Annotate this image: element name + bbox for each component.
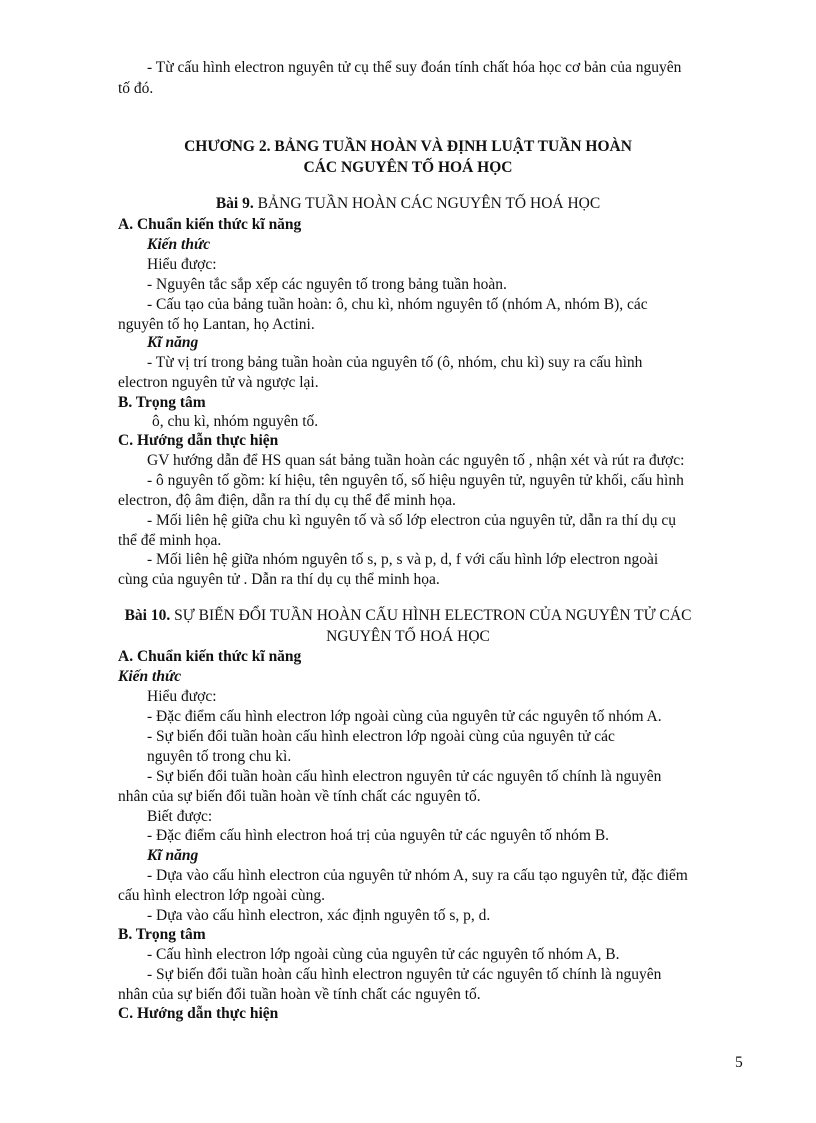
lesson10-knowledge-heading: Kiến thức xyxy=(118,668,182,685)
lesson10-skill-2: - Dựa vào cấu hình electron, xác định nguyên tố s, p, d. xyxy=(147,907,491,924)
lesson10-skill-1b: cấu hình electron lớp ngoài cùng. xyxy=(118,887,326,904)
lesson10-section-b: B. Trọng tâm xyxy=(118,926,206,943)
lesson9-guide-2b: electron, độ âm điện, dẫn ra thí dụ cụ thể để minh họa. xyxy=(118,492,456,509)
intro-line-2: tố đó. xyxy=(118,80,154,97)
lesson9-title-text: BẢNG TUẦN HOÀN CÁC NGUYÊN TỐ HOÁ HỌC xyxy=(253,195,601,212)
lesson10-knowledge-1: - Đặc điểm cấu hình electron lớp ngoài cùng của nguyên tử các nguyên tố nhóm A. xyxy=(147,708,662,725)
lesson10-knowledge-3b: nhân của sự biến đổi tuần hoàn về tính chất các nguyên tố. xyxy=(118,788,481,805)
lesson9-knowledge-heading: Kiến thức xyxy=(147,236,211,253)
lesson9-guide-3a: - Mối liên hệ giữa chu kì nguyên tố và số lớp electron của nguyên tử, dẫn ra thí dụ cụ xyxy=(147,512,677,529)
chapter-title-line-1: CHƯƠNG 2. BẢNG TUẦN HOÀN VÀ ĐỊNH LUẬT TUẦN HOÀN xyxy=(184,138,632,155)
lesson9-guide-3b: thể để minh họa. xyxy=(118,532,222,549)
lesson9-number: Bài 9. xyxy=(215,195,254,212)
lesson10-title-text: SỰ BIẾN ĐỔI TUẦN HOÀN CẤU HÌNH ELECTRON CỦA NGUYÊN TỬ CÁC xyxy=(170,607,692,624)
lesson9-knowledge-2a: - Cấu tạo của bảng tuần hoàn: ô, chu kì, nhóm nguyên tố (nhóm A, nhóm B), các xyxy=(147,296,648,313)
lesson9-understand-label: Hiểu được: xyxy=(147,256,217,273)
lesson10-focus-2b: nhân của sự biến đổi tuần hoàn về tính chất các nguyên tố. xyxy=(118,986,481,1003)
lesson10-focus-2a: - Sự biến đổi tuần hoàn cấu hình electron nguyên tử các nguyên tố chính là nguyên xyxy=(147,966,662,983)
lesson9-guide-2a: - ô nguyên tố gồm: kí hiệu, tên nguyên tố, số hiệu nguyên tử, nguyên tử khối, cấu hình xyxy=(147,472,684,489)
lesson10-knowledge-3a: - Sự biến đổi tuần hoàn cấu hình electron nguyên tử các nguyên tố chính là nguyên xyxy=(147,768,662,785)
lesson10-skill-1a: - Dựa vào cấu hình electron của nguyên tử nhóm A, suy ra cấu tạo nguyên tử, đặc điểm xyxy=(147,867,688,884)
lesson9-knowledge-2b: nguyên tố họ Lantan, họ Actini. xyxy=(118,316,315,333)
lesson9-section-c: C. Hướng dẫn thực hiện xyxy=(118,432,279,449)
lesson10-section-a: A. Chuẩn kiến thức kĩ năng xyxy=(118,648,302,665)
lesson10-knowledge-4: - Đặc điểm cấu hình electron hoá trị của nguyên tử các nguyên tố nhóm B. xyxy=(147,827,610,844)
lesson9-section-b: B. Trọng tâm xyxy=(118,394,206,411)
page-number: 5 xyxy=(735,1054,743,1071)
lesson10-know-label: Biết được: xyxy=(147,808,213,825)
lesson9-title xyxy=(0,194,816,214)
chapter-title-line-2: CÁC NGUYÊN TỐ HOÁ HỌC xyxy=(303,159,513,176)
lesson9-knowledge-1: - Nguyên tắc sắp xếp các nguyên tố trong bảng tuần hoàn. xyxy=(147,276,507,293)
lesson10-knowledge-2a: - Sự biến đổi tuần hoàn cấu hình electron lớp ngoài cùng của nguyên tử các xyxy=(147,728,615,745)
lesson9-section-a: A. Chuẩn kiến thức kĩ năng xyxy=(118,216,302,233)
lesson9-skill-1b: electron nguyên tử và ngược lại. xyxy=(118,374,319,391)
lesson10-knowledge-2b: nguyên tố trong chu kì. xyxy=(147,748,292,765)
lesson9-guide-4b: cùng của nguyên tử . Dẫn ra thí dụ cụ thể minh họa. xyxy=(118,571,440,588)
lesson9-focus: ô, chu kì, nhóm nguyên tố. xyxy=(152,413,319,430)
lesson9-skill-1a: - Từ vị trí trong bảng tuần hoàn của nguyên tố (ô, nhóm, chu kì) suy ra cấu hình xyxy=(147,354,643,371)
lesson10-number: Bài 10. xyxy=(124,607,171,624)
lesson10-title-line-1 xyxy=(0,606,816,626)
lesson10-understand-label: Hiểu được: xyxy=(147,688,217,705)
lesson10-focus-1: - Cấu hình electron lớp ngoài cùng của nguyên tử các nguyên tố nhóm A, B. xyxy=(147,946,620,963)
lesson9-guide-1: GV hướng dẫn để HS quan sát bảng tuần hoàn các nguyên tố , nhận xét và rút ra được: xyxy=(147,452,685,469)
intro-line-1: - Từ cấu hình electron nguyên tử cụ thể suy đoán tính chất hóa học cơ bản của nguyên xyxy=(147,59,682,76)
lesson10-skills-heading: Kĩ năng xyxy=(147,847,199,864)
lesson9-skills-heading: Kĩ năng xyxy=(147,334,199,351)
lesson10-title-line-2: NGUYÊN TỐ HOÁ HỌC xyxy=(326,628,490,645)
lesson10-section-c: C. Hướng dẫn thực hiện xyxy=(118,1005,279,1022)
lesson9-guide-4a: - Mối liên hệ giữa nhóm nguyên tố s, p, s và p, d, f với cấu hình lớp electron ngoài xyxy=(147,551,659,568)
